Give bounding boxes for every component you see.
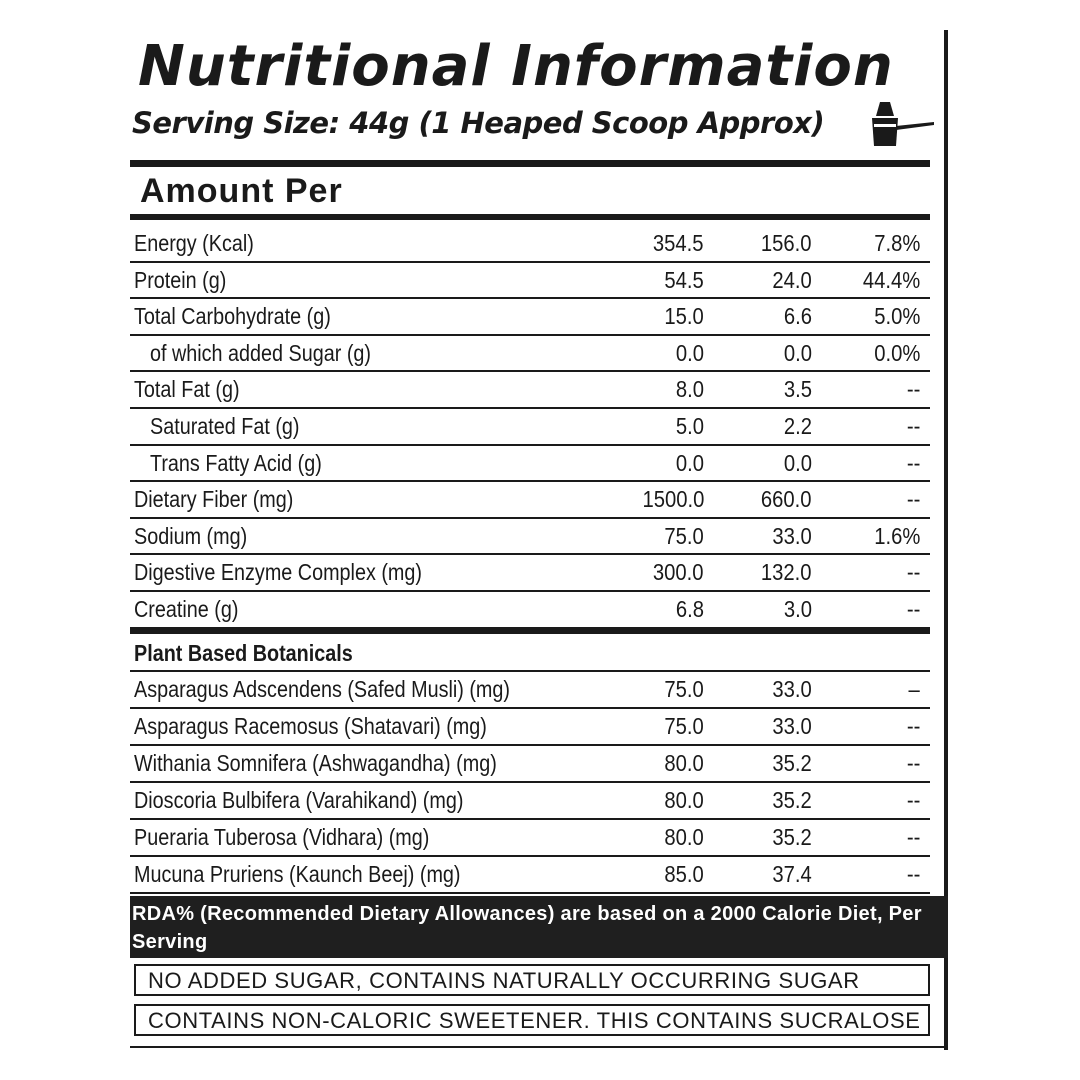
- label-bottom-border: [130, 1046, 948, 1048]
- notice-box: [134, 1004, 930, 1036]
- notice-text: CONTAINS NON-CALORIC SWEETENER. THIS CONTAINS SUCRALOSE: [148, 1008, 921, 1033]
- table-row: [130, 783, 930, 820]
- table-row: [130, 746, 930, 783]
- value-per-serving: 0.0: [783, 449, 812, 476]
- divider-thick: [130, 214, 930, 220]
- value-per-100g: 5.0: [675, 413, 704, 439]
- value-per-serving: 0.0: [783, 339, 812, 366]
- nutrient-name: Sodium (mg): [134, 522, 248, 549]
- nutrient-name: Dietary Fiber (mg): [134, 486, 294, 513]
- botanicals-heading-row: [130, 636, 930, 672]
- notice-box: [134, 964, 930, 996]
- table-row: [130, 372, 930, 409]
- value-per-100g: 75.0: [664, 676, 704, 702]
- value-per-serving: 35.2: [772, 750, 812, 776]
- scoop-icon: [866, 98, 936, 150]
- table-row: [130, 592, 930, 629]
- nutrient-name: Energy (Kcal): [134, 230, 254, 256]
- value-per-100g: 1500.0: [642, 486, 704, 513]
- value-per-100g: 0.0: [675, 339, 704, 366]
- nutrient-name: Withania Somnifera (Ashwagandha) (mg): [134, 750, 497, 776]
- nutrient-name: Asparagus Racemosus (Shatavari) (mg): [134, 713, 487, 739]
- value-rda: 5.0%: [873, 303, 920, 330]
- value-rda: 0.0%: [873, 339, 920, 366]
- value-per-100g: 0.0: [675, 449, 704, 476]
- value-per-serving: 33.0: [772, 522, 812, 549]
- value-rda: –: [908, 676, 920, 702]
- page-title: Nutritional Information: [138, 34, 894, 99]
- amount-per-heading: Amount Per: [140, 172, 343, 210]
- value-rda: --: [906, 824, 920, 850]
- nutrient-name: of which added Sugar (g): [150, 339, 372, 366]
- value-per-serving: 3.5: [783, 376, 812, 403]
- table-row: [130, 857, 930, 894]
- notice-text: NO ADDED SUGAR, CONTAINS NATURALLY OCCURRING SUGAR: [148, 968, 860, 993]
- value-rda: --: [906, 787, 920, 813]
- value-per-serving: 2.2: [783, 413, 812, 439]
- table-row: [130, 336, 930, 373]
- table-row: [130, 226, 930, 263]
- value-per-serving: 3.0: [783, 596, 812, 622]
- value-per-100g: 80.0: [664, 787, 704, 813]
- value-rda: --: [906, 596, 920, 622]
- table-row: [130, 555, 930, 592]
- value-per-100g: 15.0: [664, 303, 704, 330]
- value-per-100g: 354.5: [653, 230, 704, 256]
- divider-thick: [130, 627, 930, 634]
- value-per-serving: 33.0: [772, 676, 812, 702]
- table-row: [130, 299, 930, 336]
- value-rda: --: [906, 750, 920, 776]
- value-per-100g: 8.0: [675, 376, 704, 403]
- value-per-serving: 33.0: [772, 713, 812, 739]
- value-per-serving: 35.2: [772, 787, 812, 813]
- value-per-100g: 6.8: [675, 596, 704, 622]
- value-rda: --: [906, 559, 920, 586]
- value-per-serving: 37.4: [772, 861, 812, 887]
- nutrient-name: Trans Fatty Acid (g): [150, 449, 322, 476]
- nutrient-name: Total Fat (g): [134, 376, 240, 403]
- nutrient-name: Dioscoria Bulbifera (Varahikand) (mg): [134, 787, 464, 813]
- value-per-serving: 132.0: [761, 559, 812, 586]
- table-row: [130, 820, 930, 857]
- nutrient-name: Asparagus Adscendens (Safed Musli) (mg): [134, 676, 510, 702]
- value-per-serving: 6.6: [783, 303, 812, 330]
- value-rda: --: [906, 486, 920, 513]
- rda-note: RDA% (Recommended Dietary Allowances) are based on a 2000 Calorie Diet, Per Serving: [132, 903, 922, 953]
- value-rda: --: [906, 376, 920, 403]
- value-rda: 44.4%: [862, 266, 920, 293]
- nutrient-name: Creatine (g): [134, 596, 239, 622]
- nutrient-name: Protein (g): [134, 266, 227, 293]
- value-per-100g: 54.5: [664, 266, 704, 293]
- table-row: [130, 672, 930, 709]
- value-rda: --: [906, 449, 920, 476]
- value-rda: --: [906, 861, 920, 887]
- value-per-serving: 35.2: [772, 824, 812, 850]
- serving-size: Serving Size: 44g (1 Heaped Scoop Approx): [132, 106, 825, 140]
- value-rda: --: [906, 413, 920, 439]
- value-rda: 7.8%: [873, 230, 920, 256]
- nutrient-name: Total Carbohydrate (g): [134, 303, 331, 330]
- value-rda: 1.6%: [873, 522, 920, 549]
- value-per-100g: 80.0: [664, 824, 704, 850]
- value-per-serving: 660.0: [761, 486, 812, 513]
- table-row: [130, 263, 930, 300]
- value-per-serving: 24.0: [772, 266, 812, 293]
- value-rda: --: [906, 713, 920, 739]
- divider-thick: [130, 160, 930, 167]
- table-row: [130, 446, 930, 483]
- nutrient-name: Pueraria Tuberosa (Vidhara) (mg): [134, 824, 430, 850]
- botanicals-heading: Plant Based Botanicals: [134, 640, 353, 666]
- value-per-100g: 80.0: [664, 750, 704, 776]
- table-row: [130, 409, 930, 446]
- nutrient-name: Saturated Fat (g): [150, 413, 300, 439]
- nutrient-name: Digestive Enzyme Complex (mg): [134, 559, 422, 586]
- value-per-100g: 300.0: [653, 559, 704, 586]
- table-row: [130, 709, 930, 746]
- table-row: [130, 482, 930, 519]
- rda-note-banner: [130, 896, 948, 958]
- value-per-100g: 75.0: [664, 713, 704, 739]
- value-per-100g: 85.0: [664, 861, 704, 887]
- nutrient-name: Mucuna Pruriens (Kaunch Beej) (mg): [134, 861, 461, 887]
- table-row: [130, 519, 930, 556]
- value-per-serving: 156.0: [761, 230, 812, 256]
- value-per-100g: 75.0: [664, 522, 704, 549]
